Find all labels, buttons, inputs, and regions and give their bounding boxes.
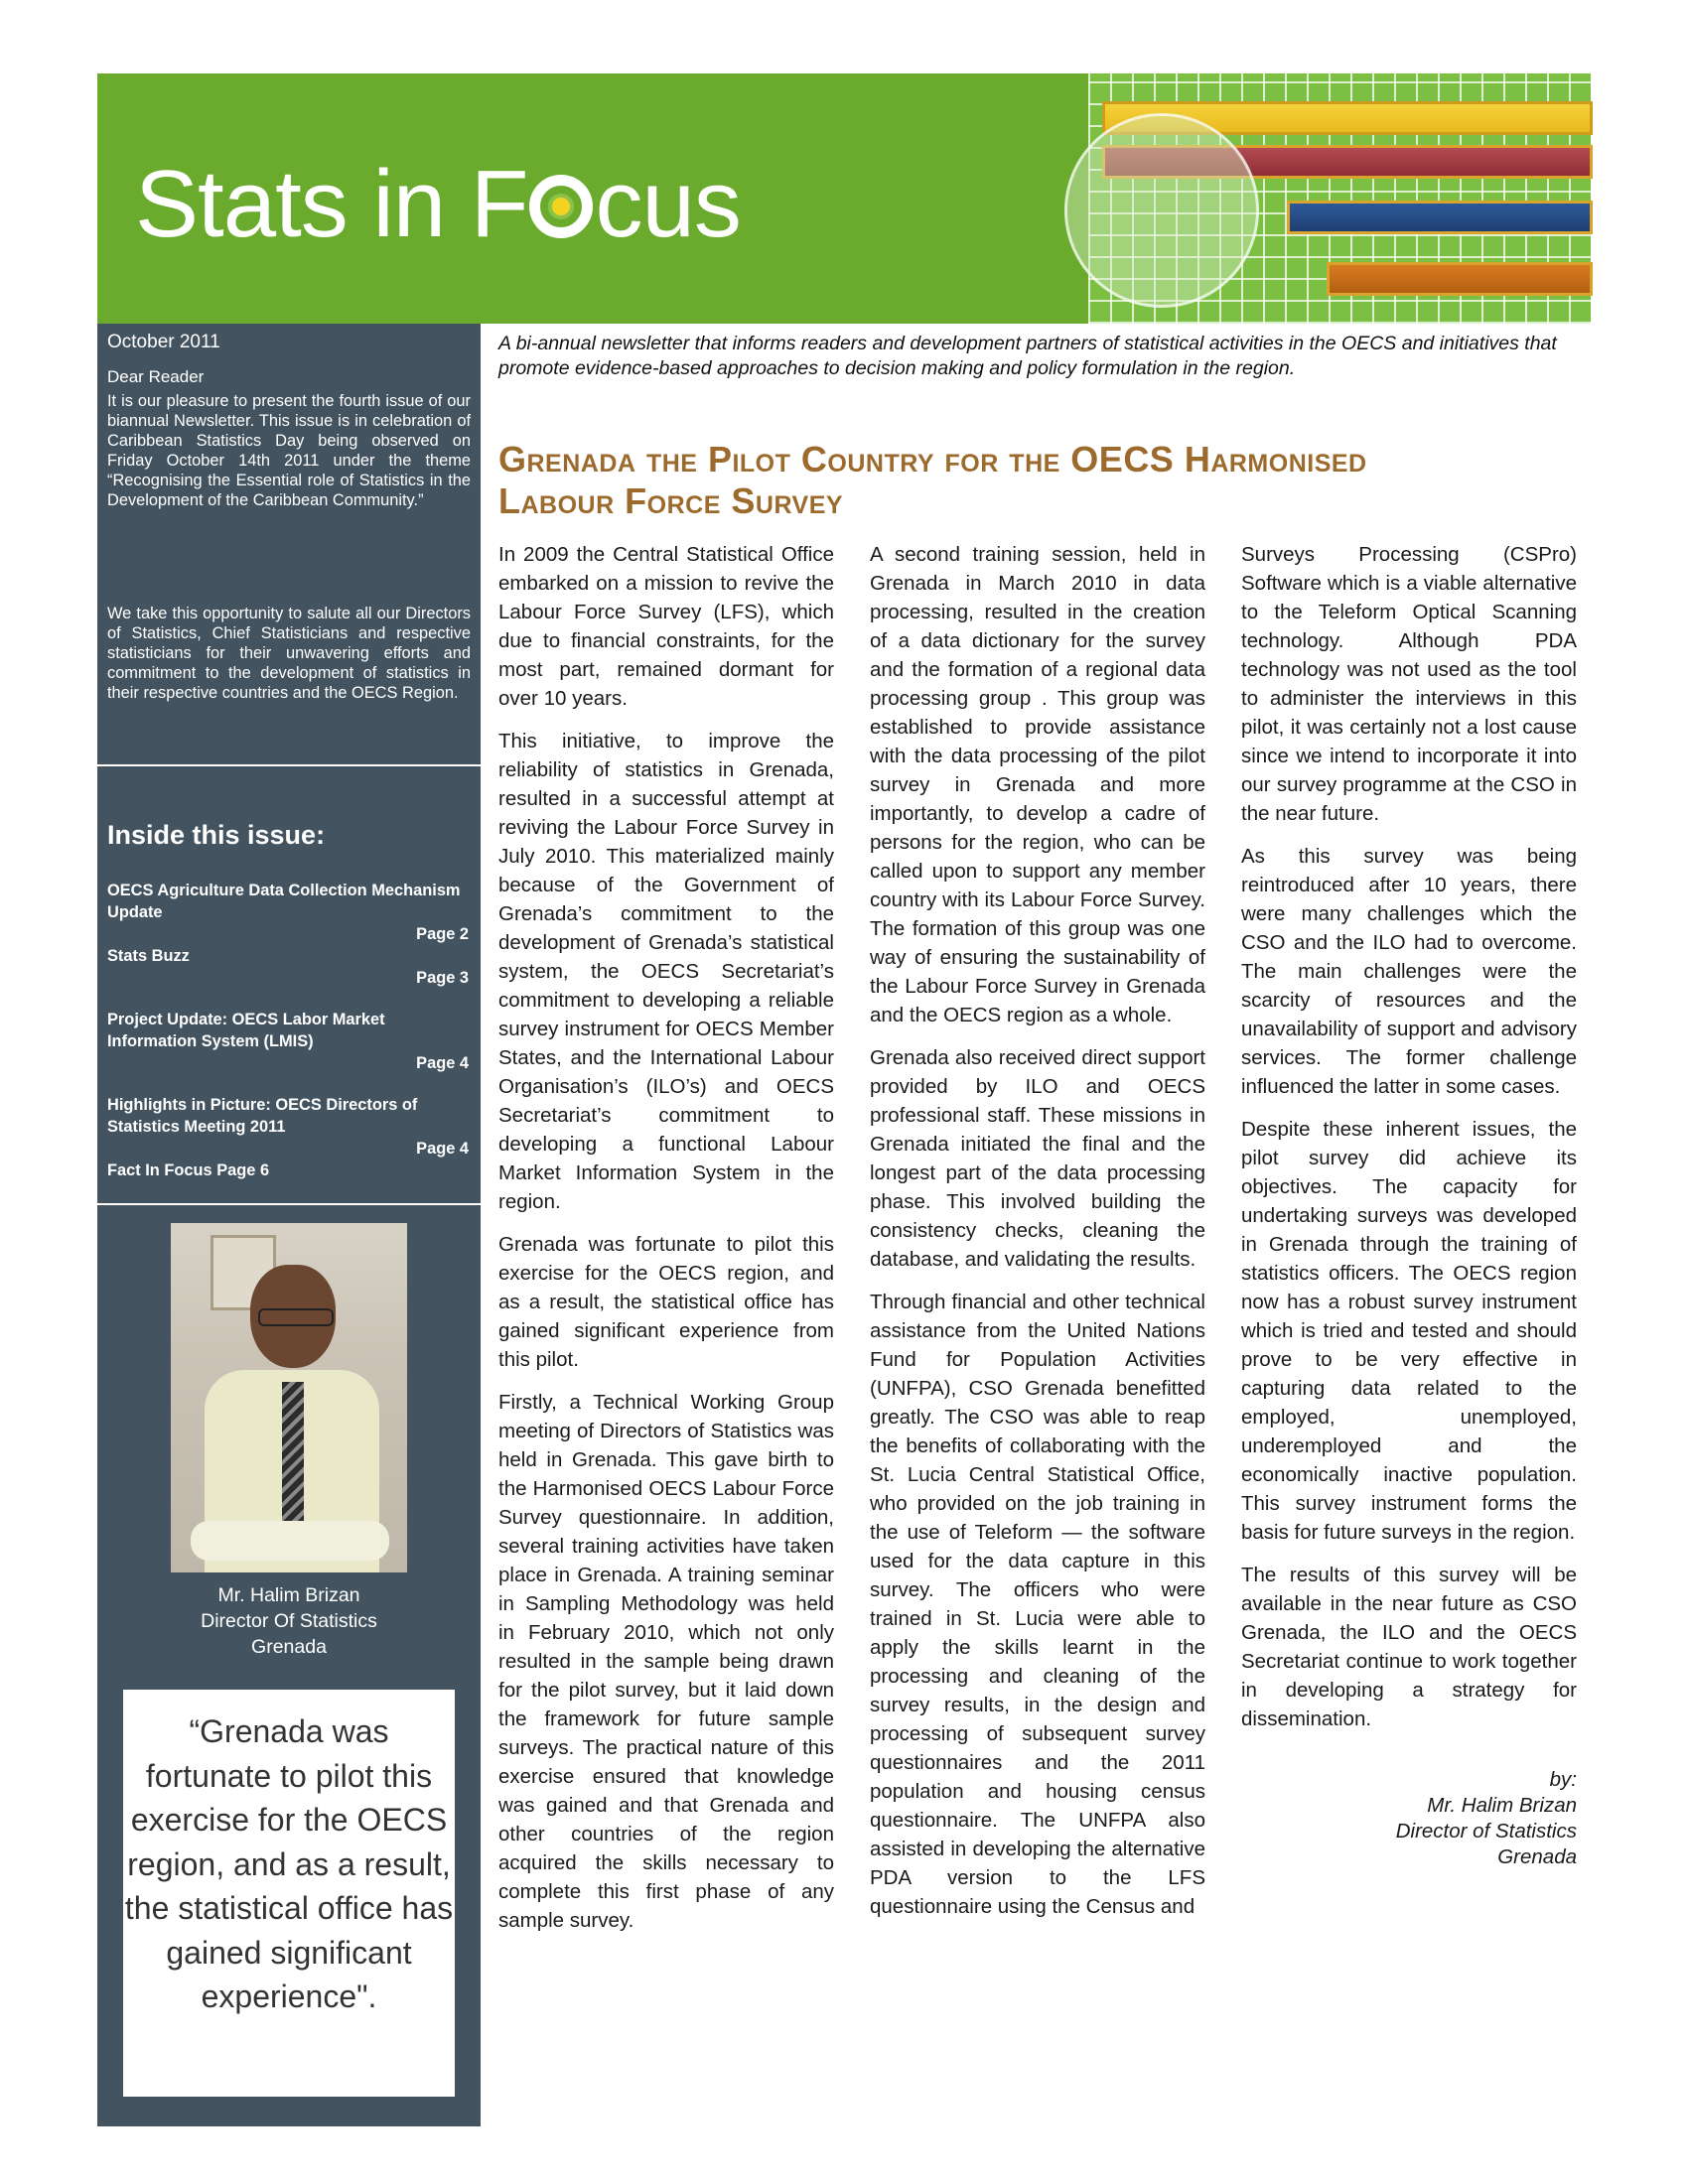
headline-line-2: Labour Force Survey xyxy=(498,480,844,521)
article-column-3 xyxy=(1241,540,1577,1870)
toc-item-title: Highlights in Picture: OECS Directors of Statistics Meeting 2011 xyxy=(107,1096,418,1136)
left-sidebar xyxy=(97,324,481,2126)
issue-date: October 2011 xyxy=(107,332,220,352)
article-paragraph: Despite these inherent issues, the pilot survey did achieve its objectives. The capacity for undertaking surveys was developed in Grenada through the training of statistics officers. The OECS region now has a robust survey instrument which is tried and tested and should prove to be very effective in capturing data related to the employed, unemployed, underemployed and the economically inactive population. This survey instrument forms the basis for future surveys in the region. xyxy=(1241,1118,1577,1544)
toc-item[interactable] xyxy=(107,880,469,945)
toc-item[interactable] xyxy=(107,1160,469,1181)
banner-bar-blue xyxy=(1287,201,1593,234)
caption-name: Mr. Halim Brizan xyxy=(217,1584,360,1606)
article-paragraph: Through financial and other technical assistance from the United Nations Fund for Population Activities (UNFPA), CSO Grenada benefitted greatly. The CSO was able to reap the benefits of collaborating with the St. Lucia Central Statistical Office, who provided on the job training in the use of Teleform — the software used for the data capture in this survey. The officers who were trained in St. Lucia were able to apply the skills learnt in the processing and cleaning of the survey results, in the design and processing of subsequent survey questionnaires and the 2011 population and housing census questionnaire. The UNFPA also assisted in developing the alternative PDA version to the LFS questionnaire using the Census and xyxy=(870,1291,1205,1918)
banner-bar-orange xyxy=(1327,262,1593,296)
article-paragraph: A second training session, held in Grenada in March 2010 in data processing, resulted in the creation of a data dictionary for the survey and the formation of a regional data processing group . This group was established to provide assistance with the data processing of the pilot survey in Grenada and more importantly, to develop a cadre of persons for the region, who can be called upon to support any member country with its Labour Force Survey. The formation of this group was one way of ensuring the sustainability of the Labour Force Survey in Grenada and the OECS region as a whole. xyxy=(870,543,1205,1026)
masthead-title xyxy=(135,151,741,257)
table-of-contents xyxy=(107,880,469,1181)
article-paragraph: In 2009 the Central Statistical Office embarked on a mission to revive the Labour Force Survey (LFS), which due to financial constraints, for the most part, remained dormant for over 10 years. xyxy=(498,543,834,710)
toc-item[interactable] xyxy=(107,1094,469,1160)
magnifier-lens-icon xyxy=(1064,113,1259,308)
article-paragraph: Grenada also received direct support provided by ILO and OECS professional staff. These missions in Grenada initiated the final and the longest part of the data processing phase. This involved building the consistency checks, cleaning the database, and validating the results. xyxy=(870,1046,1205,1271)
editor-note-paragraph-2: We take this opportunity to salute all our Directors of Statistics, Chief Statisticians and respective statisticians for their unwavering efforts and commitment to the development of statistics in their respective countries and the OECS Region. xyxy=(107,605,471,702)
caption-country: Grenada xyxy=(251,1636,327,1658)
toc-item[interactable] xyxy=(107,945,469,989)
article-headline xyxy=(498,439,1591,522)
caption-role: Director Of Statistics xyxy=(201,1610,377,1632)
greeting: Dear Reader xyxy=(107,367,205,386)
signature-country: Grenada xyxy=(1497,1845,1577,1868)
newsletter-intro: A bi-annual newsletter that informs readers and development partners of statistical activities in the OECS and initiatives that promote evidence-based approaches to decision making and policy formulation in the region. xyxy=(498,333,1557,379)
focus-logo-icon xyxy=(529,175,593,238)
article-paragraph: Firstly, a Technical Working Group meeting of Directors of Statistics was held in Grenada. This gave birth to the Harmonised OECS Labour Force Survey questionnaire. In addition, several training activities have taken place in Grenada. A training seminar in Sampling Methodology was held in February 2010, which not only resulted in the sample being drawn for the pilot survey, but it laid down the framework for future sample surveys. The practical nature of this exercise ensured that knowledge was gained and that Grenada and other countries of the region acquired the skills necessary to complete this first phase of any sample survey. xyxy=(498,1391,834,1932)
sidebar-divider xyxy=(97,764,481,766)
editor-note-paragraph-1: It is our pleasure to present the fourth issue of our biannual Newsletter. This issue is in celebration of Caribbean Statistics Day being observed on Friday October 14th 2011 under the theme “Recognising the Essential role of Statistics in the Development of the Caribbean Community.” xyxy=(107,392,471,509)
article-column-1 xyxy=(498,540,834,1949)
article-paragraph: As this survey was being reintroduced after 10 years, there were many challenges which the CSO and the ILO had to overcome. The main challenges were the scarcity of resources and the unavailability of support and advisory services. The former challenge influenced the latter in some cases. xyxy=(1241,845,1577,1098)
article-column-2 xyxy=(870,540,1205,1935)
toc-item-page: Page 4 xyxy=(416,1140,469,1158)
photo-caption xyxy=(97,1582,481,1660)
toc-item-title: Fact In Focus xyxy=(107,1161,212,1179)
masthead-title-suffix: cus xyxy=(595,151,741,257)
pull-quote: “Grenada was fortunate to pilot this exercise for the OECS region, and as a result, the statistical office has gained significant experience". xyxy=(124,1713,454,2014)
toc-item-title: OECS Agriculture Data Collection Mechanism Update xyxy=(107,882,461,921)
author-signature xyxy=(1241,1767,1577,1870)
toc-item-title: Project Update: OECS Labor Market Information System (LMIS) xyxy=(107,1011,385,1050)
signature-by: by: xyxy=(1549,1768,1577,1791)
inside-issue-heading: Inside this issue: xyxy=(107,820,326,850)
pull-quote-box xyxy=(123,1690,455,2097)
article-paragraph: This initiative, to improve the reliability of statistics in Grenada, resulted in a successful attempt at reviving the Labour Force Survey in July 2010. This materialized mainly because of the Government of Grenada’s commitment to the development of Grenada’s statistical system, the OECS Secretariat’s commitment to developing a reliable survey instrument for OECS Member States, and the International Labour Organisation’s (ILO’s) and OECS Secretariat’s commitment to developing a functional Labour Market Information System in the region. xyxy=(498,730,834,1213)
article-paragraph: Grenada was fortunate to pilot this exercise for the OECS region, and as a result, the statistical office has gained significant experience from this pilot. xyxy=(498,1233,834,1371)
toc-item-page: Page 4 xyxy=(416,1054,469,1072)
headline-line-1: Grenada the Pilot Country for the OECS Harmonised xyxy=(498,439,1367,479)
article-paragraph: The results of this survey will be available in the near future as CSO Grenada, the ILO and the OECS Secretariat continue to work together in developing a strategy for dissemination. xyxy=(1241,1564,1577,1730)
toc-item-page: Page 2 xyxy=(416,925,469,943)
toc-item-page: Page 3 xyxy=(416,969,469,987)
masthead-title-prefix: Stats in F xyxy=(135,151,528,257)
signature-name: Mr. Halim Brizan xyxy=(1427,1794,1577,1817)
article-paragraph: Surveys Processing (CSPro) Software which is a viable alternative to the Teleform Optical Scanning technology. Although PDA technology was not used as the tool to administer the interviews in this pilot, it was certainly not a lost cause since we intend to incorporate it into our survey programme at the CSO in the near future. xyxy=(1241,543,1577,825)
toc-item-title: Stats Buzz xyxy=(107,947,190,965)
toc-item-page: Page 6 xyxy=(216,1161,270,1179)
signature-role: Director of Statistics xyxy=(1395,1820,1577,1843)
sidebar-divider xyxy=(97,1203,481,1205)
toc-item[interactable] xyxy=(107,1009,469,1074)
director-photo xyxy=(171,1223,407,1572)
